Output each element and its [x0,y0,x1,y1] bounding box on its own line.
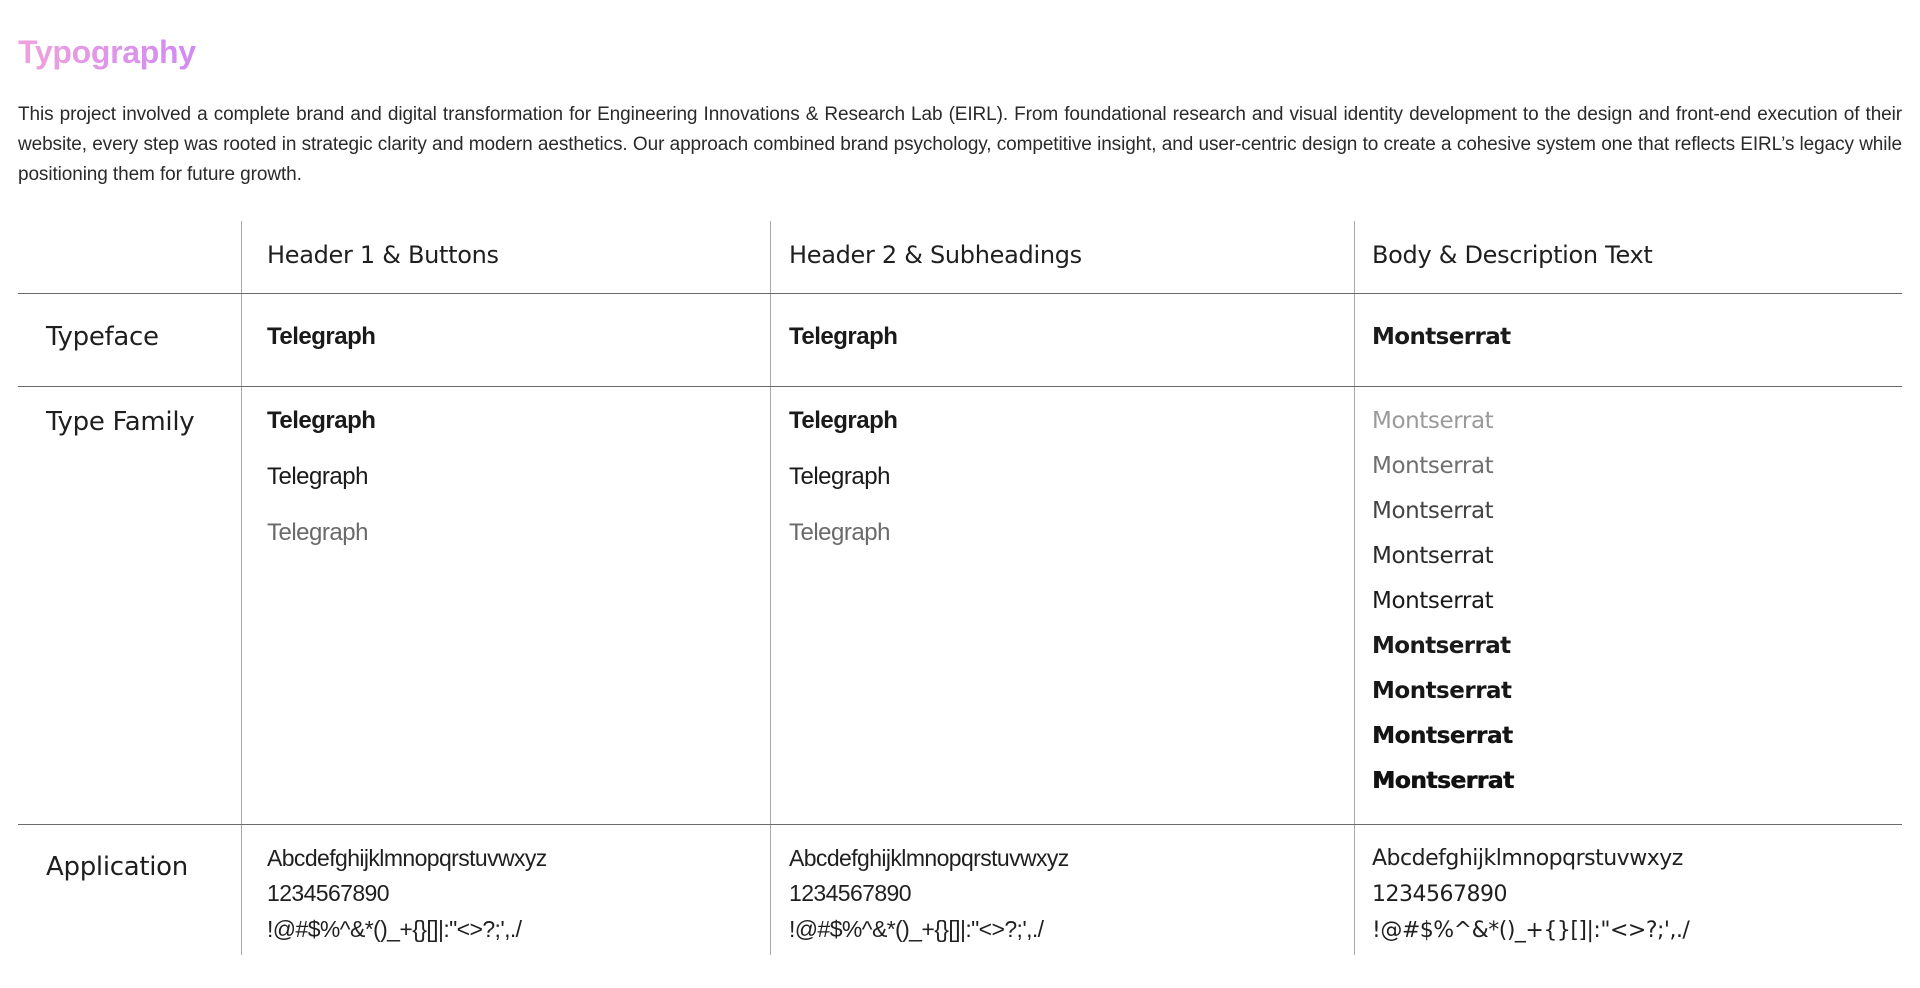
page-title: Typography [18,30,196,74]
typeface-cell [1354,294,1902,386]
font-sample-weight-300: Montserrat [1372,498,1494,524]
typeface-value: Telegraph [267,323,376,350]
numerals-sample: 1234567890 [1372,882,1507,907]
symbols-sample: !@#$%^&*()_+{}[]|:"<>?;',./ [267,916,522,942]
alphabet-sample: Abcdefghijklmnopqrstuvwxyz [789,845,1069,871]
typeface-value: Telegraph [789,323,898,350]
font-sample-light: Telegraph [267,519,368,546]
application-cell [241,825,770,955]
typography-table [18,221,1902,955]
font-sample-weight-900: Montserrat [1372,768,1514,794]
typeface-value: Montserrat [1372,324,1511,350]
font-sample-bold: Telegraph [267,407,376,434]
font-sample-weight-200: Montserrat [1372,453,1494,479]
font-sample-weight-800: Montserrat [1372,723,1513,749]
font-sample-regular: Telegraph [789,463,890,490]
font-sample-weight-600: Montserrat [1372,633,1511,659]
table-header-row [18,221,1902,294]
numerals-sample: 1234567890 [789,880,911,906]
symbols-sample: !@#$%^&*()_+{}[]|:"<>?;',./ [1372,918,1690,943]
font-sample-weight-500: Montserrat [1372,588,1494,614]
table-row-type-family [18,387,1902,825]
column-header-body-text: Body & Description Text [1372,241,1653,269]
font-sample-light: Telegraph [789,519,890,546]
font-sample-regular: Telegraph [267,463,368,490]
symbols-sample: !@#$%^&*()_+{}[]|:"<>?;',./ [789,916,1044,942]
row-label-type-family: Type Family [46,407,195,437]
header-cell [1354,221,1902,293]
typeface-cell [770,294,1354,386]
row-label-application: Application [46,852,188,882]
numerals-sample: 1234567890 [267,880,389,906]
table-row-typeface [18,294,1902,387]
row-label-cell [18,294,241,386]
font-sample-weight-700: Montserrat [1372,678,1512,704]
intro-paragraph: This project involved a complete brand and digital transformation for Engineering Innovations & Research Lab (EIRL). From foundational research and visual identity development to the design and front-end execution of their website, every step was rooted in strategic clarity and modern aesthetics. Our approach combined brand psychology, competitive insight, and user-centric design to create a cohesive system one that reflects EIRL’s legacy while positioning them for future growth. [18,104,1902,185]
application-cell [1354,825,1902,955]
type-family-cell [770,387,1354,824]
column-header-h1-buttons: Header 1 & Buttons [267,241,499,269]
row-label-cell [18,387,241,824]
alphabet-sample: Abcdefghijklmnopqrstuvwxyz [1372,846,1683,871]
row-label-cell [18,825,241,955]
table-row-application [18,825,1902,955]
header-cell-empty [18,221,241,293]
alphabet-sample: Abcdefghijklmnopqrstuvwxyz [267,845,547,871]
type-family-cell [1354,387,1902,824]
type-family-cell [241,387,770,824]
application-cell [770,825,1354,955]
font-sample-weight-100: Montserrat [1372,408,1494,434]
row-label-typeface: Typeface [46,322,159,352]
header-cell [770,221,1354,293]
font-sample-bold: Telegraph [789,407,898,434]
header-cell [241,221,770,293]
font-sample-weight-400: Montserrat [1372,543,1494,569]
typeface-cell [241,294,770,386]
column-header-h2-subheadings: Header 2 & Subheadings [789,241,1082,269]
